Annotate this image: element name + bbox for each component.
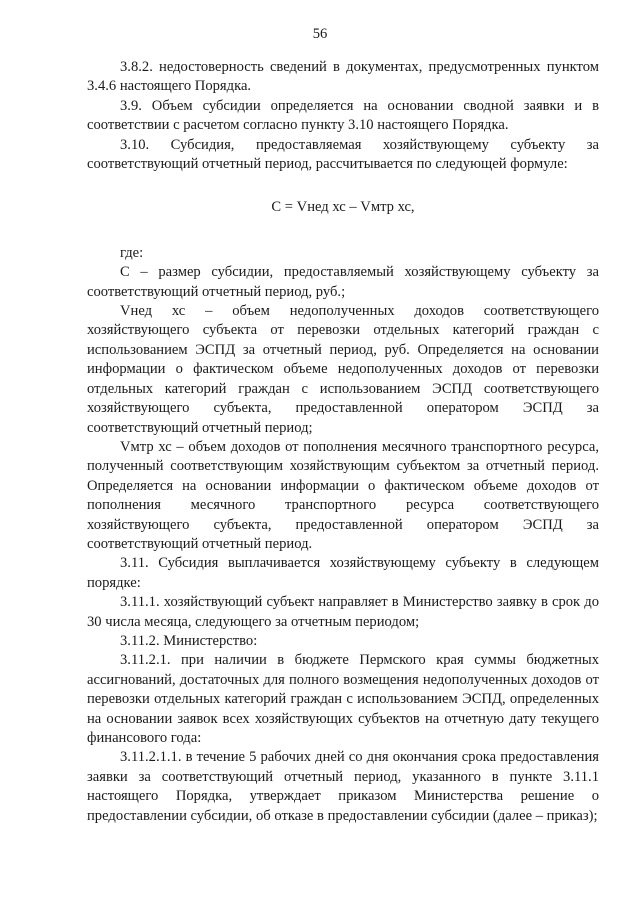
definition-vned: Vнед хс – объем недополученных доходов соответствующего хозяйствующего субъекта от перевозки отдельных категорий граждан с использованием ЭСПД за отчетный период, руб. Определяется на основании информации о фактическом объеме недополученных доходов от перевозки отдельных категорий граждан с использованием ЭСПД соответствующего хозяйствующего субъекта, предоставленной оператором ЭСПД за соответствующий отчетный период; (87, 303, 599, 436)
paragraph-3-9: 3.9. Объем субсидии определяется на основании сводной заявки и в соответствии с расчетом согласно пункту 3.10 настоящего Порядка. (87, 97, 599, 134)
paragraph-3-11-1: 3.11.1. хозяйствующий субъект направляет в Министерство заявку в срок до 30 числа месяца, следующего за отчетным периодом; (87, 594, 599, 630)
paragraph-3-11: 3.11. Субсидия выплачивается хозяйствующему субъекту в следующем порядке: (87, 555, 599, 591)
paragraph-3-11-2-1: 3.11.2.1. при наличии в бюджете Пермского края суммы бюджетных ассигнований, достаточных для полного возмещения недополученных доходов от перевозки отдельных категорий граждан с использованием ЭСПД, определенных на основании заявок всех хозяйствующих субъектов на отчетную дату текущего финансового года: (87, 652, 599, 746)
formula-where-label: где: (120, 244, 144, 261)
paragraph-3-10: 3.10. Субсидия, предоставляемая хозяйствующему субъекту за соответствующий отчетный период, рассчитывается по следующей формуле: (87, 136, 599, 173)
definition-c: С – размер субсидии, предоставляемый хозяйствующему субъекту за соответствующий отчетный период, руб.; (87, 264, 599, 300)
document-body (87, 58, 599, 826)
definition-vmtr: Vмтр хс – объем доходов от пополнения месячного транспортного ресурса, полученный соответствующим хозяйствующим субъектом за отчетный период. Определяется на основании информации о фактическом объеме доходов от пополнения месячного транспортного ресурса соответствующего хозяйствующего субъекта, предоставленной оператором ЭСПД за соответствующий отчетный период. (87, 438, 599, 552)
paragraph-3-8-2: 3.8.2. недостоверность сведений в документах, предусмотренных пунктом 3.4.6 настоящего Порядка. (87, 59, 599, 95)
paragraph-3-11-2-1-1: 3.11.2.1.1. в течение 5 рабочих дней со дня окончания срока предоставления заявки за соответствующий отчетный период, указанного в пункте 3.11.1 настоящего Порядка, утверждает приказом Министерства решение о предоставлении субсидии, об отказе в предоставлении субсидии (далее – приказ); (87, 749, 599, 824)
paragraph-3-11-2: 3.11.2. Министерство: (120, 632, 258, 649)
subsidy-formula: С = Vнед хс – Vмтр хс, (271, 199, 415, 216)
page-number: 56 (312, 26, 328, 42)
